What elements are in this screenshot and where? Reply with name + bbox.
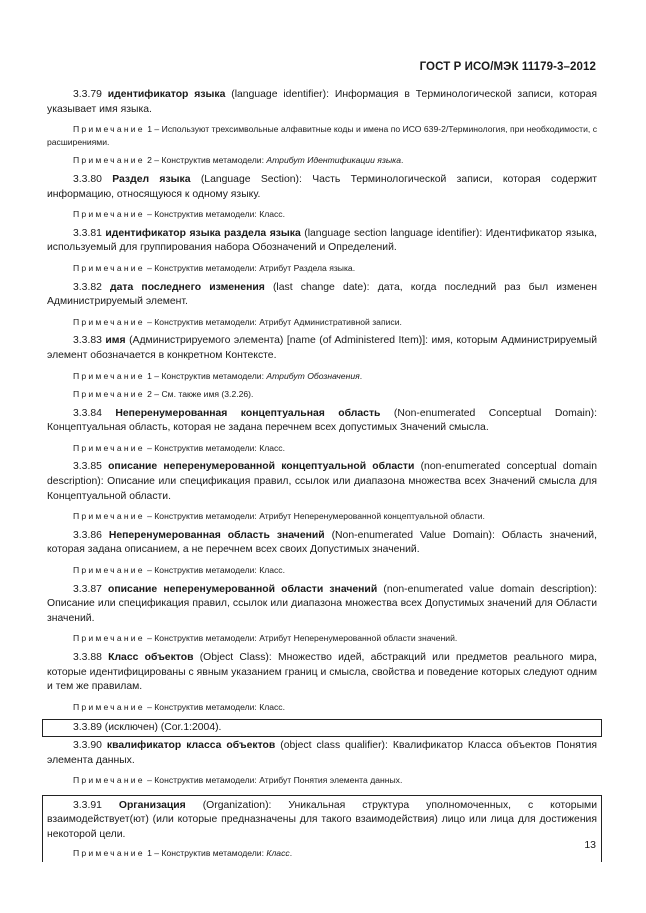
term-entry-excluded: 3.3.89 (исключен) (Cor.1:2004). [73, 722, 222, 734]
note: Примечание – Конструктив метамодели: Атрибут Неперенумерованной концептуальной области. [73, 511, 485, 522]
term-name: идентификатор языка раздела языка [105, 227, 301, 239]
term-entry: 3.3.81 идентификатор языка раздела языка (language section language identifier): Идентификатор языка, используемый для группирования набора Обозначений и Определений. [47, 227, 597, 254]
term-name: Неперенумерованная концептуальная область [115, 407, 381, 419]
page-header: ГОСТ Р ИСО/МЭК 11179-3–2012 [419, 61, 596, 73]
term-entry: 3.3.90 квалификатор класса объектов (object class qualifier): Квалификатор Класса объектов Понятия элемента данных. [47, 739, 597, 766]
amendment-box [42, 719, 602, 736]
note: Примечание 1 – Конструктив метамодели: Атрибут Обозначения. [73, 370, 363, 381]
term-entry: 3.3.91 Организация (Organization): Уникальная структура уполномоченных, с которыми взаимодействует(ют) (или которые предназначены для такого взаимодействия) лицо или лица для достижения некоторой цели. [47, 799, 597, 840]
term-name: описание неперенумерованной концептуальной области [108, 461, 415, 473]
term-name: Класс объектов [108, 652, 194, 663]
term-entry: 3.3.88 Класс объектов (Object Class): Множество идей, абстракций или предметов реального мира, которые идентифицированы с явным указанием границ и смысла, свойства и поведение которых следуют одним и тем же правилам. [47, 652, 597, 693]
term-name: идентификатор языка [107, 89, 226, 100]
term-entry: 3.3.82 дата последнего изменения (last change date): дата, когда последний раз был изменен Администрируемый элемент. [47, 281, 598, 308]
term-entry: 3.3.84 Неперенумерованная концептуальная область (Non-enumerated Conceptual Domain): Концептуальная область, которая не задана перечнем всех допустимых Значений смысла. [47, 407, 597, 434]
term-name: дата последнего изменения [110, 281, 265, 293]
note: Примечание – Конструктив метамодели: Класс. [73, 701, 285, 712]
term-entry: 3.3.87 описание неперенумерованной области значений (non-enumerated value domain description): Описание или спецификация правил, ссылок или диапазона множества всех Допустимых значений для Области значений. [47, 583, 598, 624]
note: Примечание 1 – Используют трехсимвольные алфавитные коды и имена по ИСО 639-2/Терминология, при необходимости, с расширениями. [47, 124, 598, 147]
note: Примечание 1 – Конструктив метамодели: Класс. [73, 847, 293, 858]
note: Примечание – Конструктив метамодели: Класс. [73, 442, 285, 453]
page-number: 13 [584, 839, 596, 851]
term-entry: 3.3.86 Неперенумерованная область значений (Non-enumerated Value Domain): Область значений, которая задана описанием, а не перечнем всех своих Допустимых значений. [47, 529, 597, 556]
term-name: Неперенумерованная область значений [108, 529, 325, 541]
term-entry: 3.3.79 идентификатор языка (language identifier): Информация в Терминологической записи, которая указывает имя языка. [47, 89, 597, 115]
note: Примечание – Конструктив метамодели: Класс. [73, 209, 285, 220]
note: Примечание – Конструктив метамодели: Атрибут Неперенумерованной области значений. [73, 633, 458, 644]
note: Примечание – Конструктив метамодели: Класс. [73, 565, 285, 576]
note: Примечание 2 – Конструктив метамодели: Атрибут Идентификации языка. [73, 155, 404, 166]
term-name: имя [105, 335, 126, 347]
document-body [47, 88, 597, 862]
note: Примечание – Конструктив метамодели: Атрибут Понятия элемента данных. [73, 775, 403, 786]
term-entry: 3.3.83 имя (Администрируемого элемента) [name (of Administered Item)]: имя, которым Администрируемый элемент обозначается в конкретном Контексте. [47, 335, 597, 361]
note: Примечание 2 – См. также имя (3.2.26). [73, 389, 254, 400]
term-name: квалификатор класса объектов [106, 739, 276, 751]
term-name: Раздел языка [112, 173, 191, 185]
note: Примечание – Конструктив метамодели: Атрибут Административной записи. [73, 316, 402, 327]
amendment-box [42, 795, 602, 862]
term-name: описание неперенумерованной области значений [108, 583, 378, 595]
term-entry: 3.3.80 Раздел языка (Language Section): Часть Терминологической записи, которая содержит информацию, относящуюся к одному языку. [47, 173, 598, 200]
term-entry: 3.3.85 описание неперенумерованной концептуальной области (non-enumerated conceptual domain description): Описание или спецификация правил, ссылок или диапазона множества всех Значений смысла для Концептуальной области. [47, 461, 598, 502]
note: Примечание – Конструктив метамодели: Атрибут Раздела языка. [73, 262, 356, 273]
term-name: Организация [118, 799, 186, 811]
